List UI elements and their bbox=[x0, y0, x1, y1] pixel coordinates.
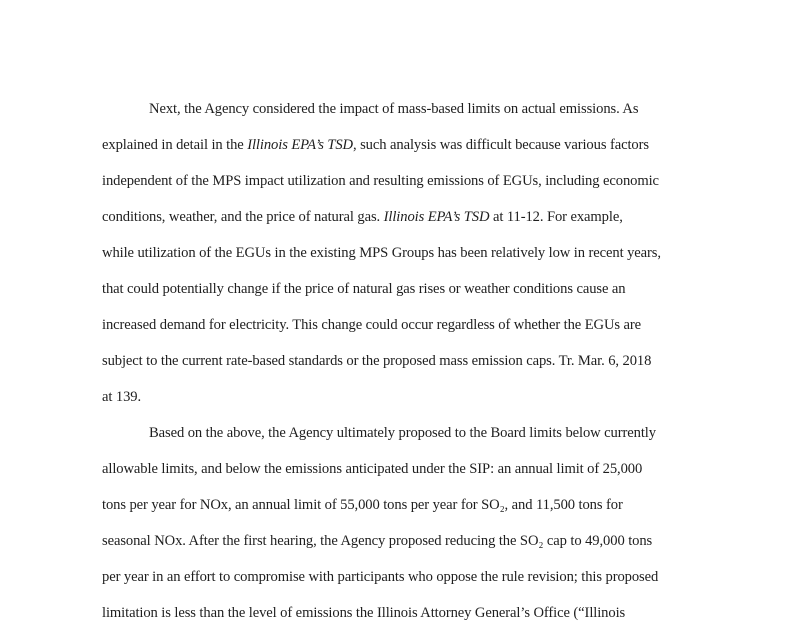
text-line bbox=[102, 244, 661, 262]
text-run: , such analysis was difficult because various factors bbox=[353, 137, 649, 153]
text-run: increased demand for electricity. This change could occur regardless of whether the EGUs are bbox=[102, 317, 642, 333]
text-run: subject to the current rate-based standards or the proposed mass emission caps. Tr. Mar. 6, 2018 bbox=[102, 353, 652, 369]
text-run: Based on the above, the Agency ultimately proposed to the Board limits below currently bbox=[149, 425, 656, 441]
text-line bbox=[102, 604, 625, 622]
text-run: at 139. bbox=[102, 389, 142, 405]
text-run: that could potentially change if the price of natural gas rises or weather conditions cause an bbox=[102, 281, 626, 297]
text-run: limitation is less than the level of emissions the Illinois Attorney General’s Office (“Illinois bbox=[102, 605, 626, 621]
text-line bbox=[102, 460, 642, 478]
text-run: allowable limits, and below the emissions anticipated under the SIP: an annual limit of 25,000 bbox=[102, 461, 643, 477]
text-line bbox=[102, 208, 623, 226]
citation-italic: Illinois EPA’s TSD bbox=[247, 137, 353, 153]
text-run: while utilization of the EGUs in the existing MPS Groups has been relatively low in recent years, bbox=[102, 245, 661, 261]
text-run: independent of the MPS impact utilization and resulting emissions of EGUs, including economic bbox=[102, 173, 659, 189]
text-run: explained in detail in the bbox=[102, 137, 248, 153]
text-line bbox=[102, 388, 141, 406]
text-line bbox=[102, 532, 652, 550]
text-line bbox=[102, 568, 658, 586]
text-line bbox=[149, 100, 638, 118]
text-line bbox=[102, 280, 626, 298]
text-line bbox=[149, 424, 656, 442]
text-line bbox=[102, 352, 651, 370]
text-line bbox=[102, 496, 623, 514]
citation-italic: Illinois EPA’s TSD bbox=[383, 209, 490, 225]
text-run: conditions, weather, and the price of natural gas. bbox=[102, 209, 384, 225]
text-line bbox=[102, 316, 641, 334]
text-run: tons per year for NOx, an annual limit of 55,000 tons per year for SO₂, and 11,500 tons for bbox=[102, 497, 623, 513]
text-run: per year in an effort to compromise with participants who oppose the rule revision; this proposed bbox=[102, 569, 659, 585]
text-line bbox=[102, 136, 649, 154]
text-run: seasonal NOx. After the first hearing, the Agency proposed reducing the SO₂ cap to 49,000 tons bbox=[102, 533, 653, 549]
text-run: at 11-12. For example, bbox=[489, 209, 623, 225]
text-run: Next, the Agency considered the impact of mass-based limits on actual emissions. As bbox=[149, 101, 639, 117]
text-line bbox=[102, 172, 659, 190]
